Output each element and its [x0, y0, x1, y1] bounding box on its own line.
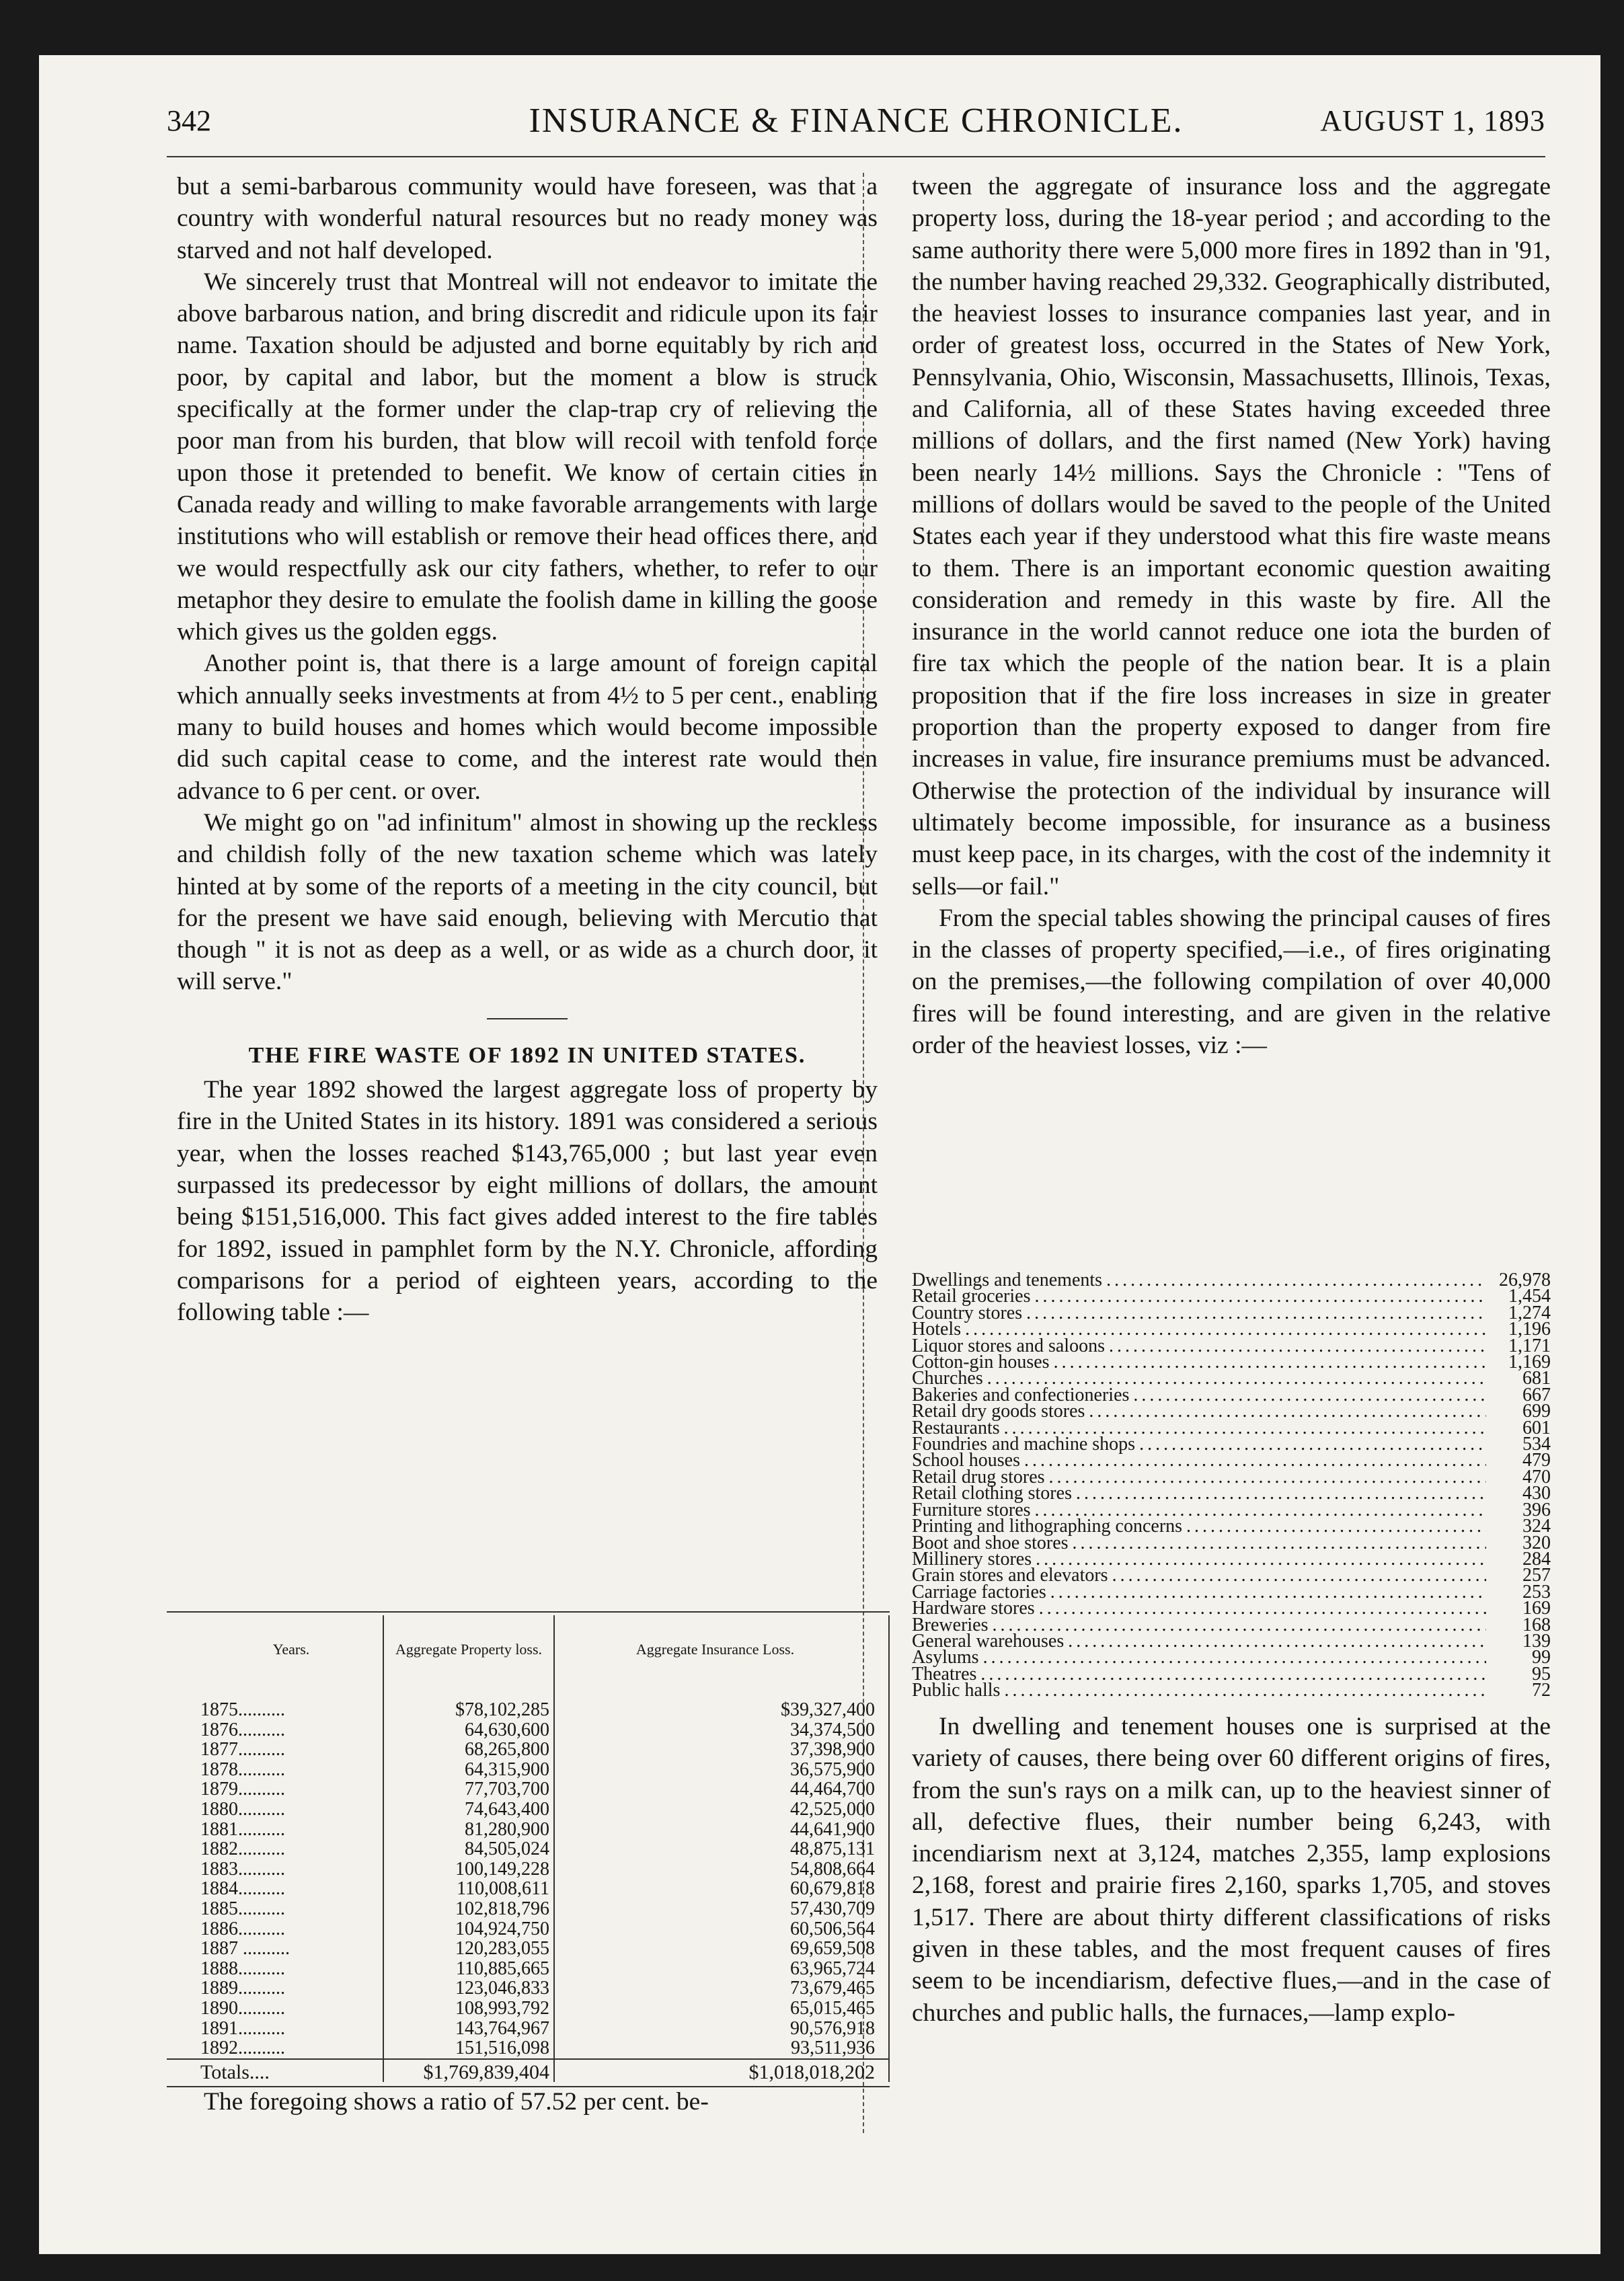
insurance-loss-cell: 60,679,818 [554, 1879, 889, 1899]
insurance-loss-cell: 48,875,131 [554, 1839, 889, 1859]
cause-label: School houses [912, 1450, 1020, 1471]
leader-dots [1089, 1403, 1486, 1420]
leader-dots [993, 1617, 1486, 1633]
cause-label: Cotton-gin houses [912, 1352, 1050, 1373]
year-cell: 1884.......... [200, 1878, 285, 1900]
paragraph: In dwelling and tenement houses one is surprised at the variety of causes, there being over 60 different origins of fires, from the sun's rays on a milk can, up to the heaviest sinner of all, defective flues, their number being 6,243, with incendiarism next at 3,124, matches 2,355, lamp explosions 2,168, forest and prairie fires 2,160, sparks 1,705, and stoves 1,517. There are about thirty different classifications of risks given in these tables, and the most frequent causes of fires seem to be incendiarism, defective flues,—and in the case of churches and public halls, the furnaces,—lamp explo- [912, 1713, 1551, 2027]
year-cell: 1881.......... [200, 1818, 285, 1840]
right-column [912, 171, 1551, 1061]
table-row [167, 1999, 889, 2019]
list-item [912, 1352, 1551, 1373]
cause-label: Printing and lithographing concerns [912, 1516, 1183, 1537]
insurance-loss-cell: 37,398,900 [554, 1740, 889, 1760]
insurance-loss-cell: 44,464,700 [554, 1779, 889, 1800]
property-loss-cell: 77,703,700 [383, 1779, 554, 1800]
leader-dots [1139, 1436, 1486, 1453]
insurance-loss-cell: 36,575,900 [554, 1760, 889, 1780]
cause-count: 1,171 [1508, 1335, 1551, 1356]
paragraph: but a semi-barbarous community would have foreseen, was that a country with wonderful natural resources but no ready money was starved and not half developed. [177, 173, 878, 264]
cause-label: Public halls [912, 1680, 1001, 1701]
cause-count: 396 [1522, 1499, 1551, 1520]
cause-count: 430 [1522, 1483, 1551, 1504]
cause-label: Foundries and machine shops [912, 1434, 1136, 1455]
year-cell: 1885.......... [200, 1898, 285, 1919]
cause-label: Millinery stores [912, 1548, 1032, 1570]
year-cell: 1889.......... [200, 1978, 285, 1999]
cause-count: 1,454 [1508, 1286, 1551, 1307]
cause-label: Theatres [912, 1663, 977, 1685]
cause-count: 601 [1522, 1417, 1551, 1438]
year-cell: 1891.......... [200, 2017, 285, 2039]
cause-label: Liquor stores and saloons [912, 1335, 1105, 1356]
property-loss-cell: 100,149,228 [383, 1859, 554, 1880]
paragraph: The foregoing shows a ratio of 57.52 per cent. be- [204, 2088, 709, 2116]
left-column-bottom [177, 2086, 878, 2118]
cause-label: Churches [912, 1368, 983, 1389]
table-row [167, 1859, 889, 1880]
property-loss-cell: 151,516,098 [383, 2038, 554, 2059]
cause-label: Asylums [912, 1647, 979, 1668]
property-loss-cell: 110,885,665 [383, 1959, 554, 1979]
issue-date: AUGUST 1, 1893 [1320, 104, 1545, 137]
table-row [167, 1720, 889, 1740]
page-header [167, 97, 1545, 151]
cause-count: 95 [1532, 1663, 1551, 1685]
insurance-loss-cell: $39,327,400 [554, 1700, 889, 1720]
cause-count: 681 [1522, 1368, 1551, 1389]
journal-title: INSURANCE & FINANCE CHRONICLE. [529, 102, 1184, 140]
property-loss-cell: 81,280,900 [383, 1820, 554, 1840]
leader-dots [1068, 1633, 1486, 1650]
cause-label: Carriage factories [912, 1581, 1046, 1602]
list-item [912, 1302, 1551, 1323]
leader-dots [1133, 1387, 1486, 1403]
leader-dots [1076, 1485, 1486, 1502]
table-row [167, 1760, 889, 1780]
property-loss-cell: 64,315,900 [383, 1760, 554, 1780]
list-item [912, 1403, 1551, 1420]
cause-label: Retail dry goods stores [912, 1401, 1085, 1422]
cause-label: Furniture stores [912, 1499, 1031, 1520]
leader-dots [980, 1666, 1486, 1683]
cause-count: 253 [1522, 1581, 1551, 1602]
year-cell: 1882.......... [200, 1839, 285, 1860]
header-rule [167, 156, 1545, 157]
insurance-loss-cell: 54,808,664 [554, 1859, 889, 1880]
property-loss-cell: 104,924,750 [383, 1919, 554, 1939]
insurance-loss-cell: 34,374,500 [554, 1720, 889, 1740]
cause-label: Breweries [912, 1614, 989, 1635]
insurance-loss-cell: 44,641,900 [554, 1820, 889, 1840]
insurance-loss-cell: 60,506,564 [554, 1919, 889, 1939]
property-loss-cell: 108,993,792 [383, 1999, 554, 2019]
leader-dots [1004, 1683, 1486, 1699]
totals-row [167, 2059, 889, 2083]
right-column-bottom [912, 1711, 1551, 2029]
leader-dots [1050, 1584, 1486, 1600]
newspaper-page [39, 55, 1600, 2254]
property-loss-cell: 102,818,796 [383, 1899, 554, 1919]
cause-count: 1,169 [1508, 1352, 1551, 1373]
property-loss-cell: 143,764,967 [383, 2019, 554, 2039]
insurance-loss-cell: 93,511,936 [554, 2038, 889, 2059]
leader-dots [983, 1650, 1486, 1666]
cause-count: 534 [1522, 1434, 1551, 1455]
paragraph: From the special tables showing the principal causes of fires in the classes of property specified,—i.e., of fires originating on the premises,—the following compilation of over 40,000 fires will be found interesting, and are given in the relative order of the heaviest losses, viz :— [912, 904, 1551, 1060]
table-row [167, 1899, 889, 1919]
paragraph: Another point is, that there is a large amount of foreign capital which annually seeks investments at from 4½ to 5 per cent., enabling many to build houses and homes which would become impossible did such capital cease to come, and the interest rate would then advance to 6 per cent. or over. [177, 650, 878, 805]
cause-label: Grain stores and elevators [912, 1565, 1108, 1586]
cause-label: Country stores [912, 1302, 1023, 1323]
cause-label: General warehouses [912, 1630, 1065, 1652]
leader-dots [1054, 1354, 1486, 1370]
cause-count: 699 [1522, 1401, 1551, 1422]
insurance-loss-cell: 90,576,918 [554, 2019, 889, 2039]
cause-label: Retail clothing stores [912, 1483, 1072, 1504]
table-row [167, 1839, 889, 1859]
cause-label: Dwellings and tenements [912, 1270, 1103, 1290]
table-header-row [167, 1615, 889, 1684]
leader-dots [1073, 1535, 1486, 1551]
insurance-loss-cell: 65,015,465 [554, 1999, 889, 2019]
cause-label: Retail drug stores [912, 1466, 1045, 1487]
cause-count: 320 [1522, 1532, 1551, 1553]
cause-count: 169 [1522, 1598, 1551, 1619]
property-loss-cell: 123,046,833 [383, 1978, 554, 1999]
list-item [912, 1600, 1551, 1617]
cause-count: 139 [1522, 1630, 1551, 1652]
column-header: Years. [272, 1641, 310, 1658]
cause-count: 470 [1522, 1466, 1551, 1487]
leader-dots [1049, 1469, 1486, 1485]
table-row [167, 1700, 889, 1720]
cause-count: 99 [1532, 1647, 1551, 1668]
insurance-loss-cell: 63,965,724 [554, 1959, 889, 1979]
paragraph: We might go on "ad infinitum" almost in showing up the reckless and childish folly of the new taxation scheme which was lately hinted at by some of the reports of a meeting in the city council, but for the present we have said enough, believing with Mercutio that though " it is not as deep as a well, or as wide as a church door, it will serve." [177, 808, 878, 996]
cause-count: 324 [1522, 1516, 1551, 1537]
cause-label: Hardware stores [912, 1598, 1035, 1619]
cause-label: Retail groceries [912, 1286, 1031, 1307]
fire-causes-list [912, 1272, 1551, 1699]
list-item [912, 1647, 1551, 1668]
leader-dots [1106, 1272, 1486, 1288]
cause-count: 284 [1522, 1548, 1551, 1570]
year-cell: 1886.......... [200, 1918, 285, 1939]
cause-count: 168 [1522, 1614, 1551, 1635]
leader-dots [1112, 1568, 1486, 1584]
table-row [167, 1779, 889, 1800]
table-row [167, 1879, 889, 1899]
cause-count: 72 [1532, 1680, 1551, 1701]
insurance-loss-cell: 73,679,465 [554, 1978, 889, 1999]
table-row [167, 1939, 889, 1959]
paragraph: tween the aggregate of insurance loss and the aggregate property loss, during the 18-year period ; and according to the same authority there were 5,000 more fires in 1892 than in '91, the number having reached 29,332. Geographically distributed, the heaviest losses to insurance companies last year, and in order of greatest loss, occurred in the States of New York, Pennsylvania, Ohio, Wisconsin, Massachusetts, Illinois, Texas, and California, all of these States having exceeded three millions of dollars, and the first named (New York) having been nearly 14½ millions. Says the Chronicle : "Tens of millions of dollars would be saved to the people of the United States each year if they understood what this fire waste means to them. There is an important economic question awaiting consideration and remedy in this waste by fire. All the insurance in the world cannot reduce one iota the burden of fire tax which the people of the nation bear. It is a plain proposition that if the fire loss increases in size in greater proportion than the property exposed to danger from fire increases in value, fire insurance premiums must be advanced. Otherwise the protection of the individual by insurance will ultimately become impossible, for insurance as a business must keep pace, in its charges, with the cost of the indemnity it sells—or fail." [912, 173, 1551, 900]
page-number: 342 [167, 104, 211, 137]
cause-label: Bakeries and confectioneries [912, 1384, 1130, 1405]
paragraph: We sincerely trust that Montreal will not endeavor to imitate the above barbarous nation, and bring discredit and ridicule upon its fair name. Taxation should be adjusted and borne equitably by rich and poor, by capital and labor, but the moment a blow is struck specifically at the former under the clap-trap cry of relieving the poor man from his burden, that blow will recoil with tenfold force upon those it pretended to benefit. We know of certain cities in Canada ready and willing to make favorable arrangements with large institutions who will establish or remove their head offices there, and we would respectfully ask our city fathers, whether, to refer to our metaphor they desire to emulate the foolish dame in killing the goose which gives us the golden eggs. [177, 268, 878, 646]
year-cell: 1878.......... [200, 1758, 285, 1780]
fire-loss-table [167, 1611, 890, 2087]
leader-dots [1026, 1305, 1486, 1321]
year-cell: 1888.......... [200, 1958, 285, 1979]
table-row [167, 2019, 889, 2039]
table-row [167, 1820, 889, 1840]
totals-label: Totals.... [167, 2059, 383, 2083]
totals-property: $1,769,839,404 [383, 2059, 554, 2083]
cause-label: Restaurants [912, 1417, 1000, 1438]
left-column [177, 171, 878, 1328]
table-row [167, 1978, 889, 1999]
year-cell: 1887 .......... [200, 1938, 290, 1960]
cause-count: 479 [1522, 1450, 1551, 1471]
totals-insurance: $1,018,018,202 [554, 2059, 889, 2083]
insurance-loss-cell: 42,525,000 [554, 1800, 889, 1820]
leader-dots [1024, 1453, 1486, 1469]
list-item [912, 1663, 1551, 1685]
year-cell: 1892.......... [200, 2038, 285, 2059]
column-header: Aggregate Insurance Loss. [554, 1615, 889, 1684]
year-cell: 1877.......... [200, 1739, 285, 1761]
leader-dots [1034, 1288, 1486, 1305]
cause-count: 26,978 [1499, 1270, 1551, 1290]
list-item [912, 1680, 1551, 1701]
property-loss-cell: 74,643,400 [383, 1800, 554, 1820]
table-row [167, 1800, 889, 1820]
leader-dots [1186, 1518, 1486, 1535]
property-loss-cell: 84,505,024 [383, 1839, 554, 1859]
leader-dots [1109, 1338, 1486, 1354]
year-cell: 1875.......... [200, 1699, 285, 1720]
cause-count: 1,196 [1508, 1319, 1551, 1340]
table-row [167, 2038, 889, 2059]
insurance-loss-cell: 57,430,709 [554, 1899, 889, 1919]
property-loss-cell: 68,265,800 [383, 1740, 554, 1760]
section-heading: THE FIRE WASTE OF 1892 IN UNITED STATES. [248, 1042, 806, 1068]
property-loss-cell: $78,102,285 [383, 1700, 554, 1720]
property-loss-cell: 110,008,611 [383, 1879, 554, 1899]
cause-count: 1,274 [1508, 1302, 1551, 1323]
section-rule [487, 1018, 568, 1019]
year-cell: 1879.......... [200, 1779, 285, 1800]
list-item [912, 1630, 1551, 1652]
property-loss-cell: 120,283,055 [383, 1939, 554, 1959]
insurance-loss-cell: 69,659,508 [554, 1939, 889, 1959]
leader-dots [1039, 1600, 1486, 1617]
year-cell: 1890.......... [200, 1997, 285, 2019]
cause-count: 257 [1522, 1565, 1551, 1586]
paragraph: The year 1892 showed the largest aggregate loss of property by fire in the United States in its history. 1891 was considered a serious year, when the losses reached $143,765,000 ; but last year even surpassed its predecessor by eight millions of dollars, the amount being $151,516,000. This fact gives added interest to the fire tables for 1892, issued in pamphlet form by the N.Y. Chronicle, affording comparisons for a period of eighteen years, according to the following table :— [177, 1076, 878, 1327]
cause-count: 667 [1522, 1384, 1551, 1405]
property-loss-cell: 64,630,600 [383, 1720, 554, 1740]
cause-label: Boot and shoe stores [912, 1532, 1069, 1553]
year-cell: 1880.......... [200, 1798, 285, 1820]
table-row [167, 1959, 889, 1979]
year-cell: 1883.......... [200, 1858, 285, 1880]
cause-label: Hotels [912, 1319, 962, 1340]
table-row [167, 1740, 889, 1760]
year-cell: 1876.......... [200, 1719, 285, 1740]
column-header: Aggregate Property loss. [383, 1615, 554, 1684]
table-row [167, 1919, 889, 1939]
